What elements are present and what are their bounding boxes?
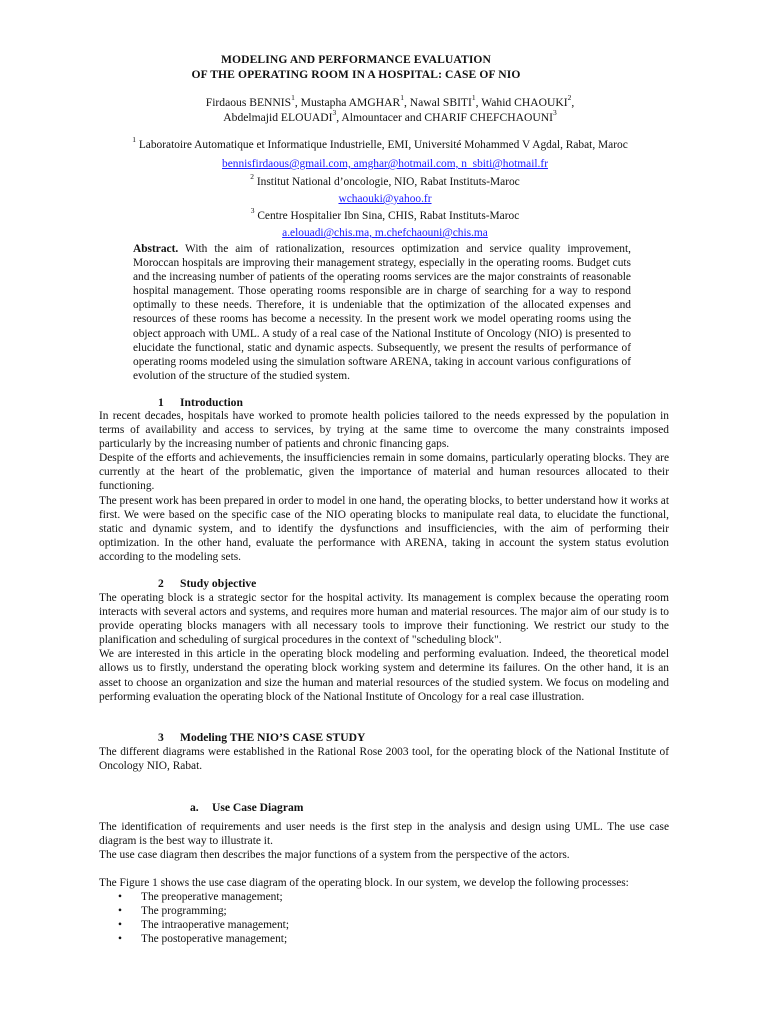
author-line-2 xyxy=(0,108,768,125)
subsection-number: a. xyxy=(190,801,199,814)
list-item: • The postoperative management; xyxy=(118,932,658,946)
abstract xyxy=(133,242,631,383)
affiliation-3-email-line xyxy=(0,226,768,240)
author-sup: 3 xyxy=(332,108,337,118)
section-title: Modeling THE NIO’S CASE STUDY xyxy=(180,731,366,744)
affiliation-1-email-line xyxy=(0,157,768,171)
author-line-1 xyxy=(0,93,768,110)
section-title: Introduction xyxy=(180,396,243,409)
author-separator: , xyxy=(403,96,410,109)
affiliation-sup: 1 xyxy=(132,135,136,145)
paragraph: The use case diagram then describes the major functions of a system from the perspective of the actors. xyxy=(99,849,570,862)
section-number: 2 xyxy=(158,577,164,590)
section-3-body xyxy=(99,745,669,773)
author-sup: 1 xyxy=(471,93,476,103)
list-item: • The preoperative management; xyxy=(118,890,658,904)
author-separator: , Almountacer and xyxy=(336,111,425,124)
author-name: CHARIF CHEFCHAOUNI xyxy=(424,111,553,124)
section-heading-1 xyxy=(158,396,243,410)
affiliation-1-email[interactable]: bennisfirdaous@gmail.com, amghar@hotmail.com, n_sbiti@hotmail.fr xyxy=(222,158,548,170)
section-title: Study objective xyxy=(180,577,257,590)
subsection-heading-a xyxy=(190,801,303,815)
paragraph: Despite of the efforts and achievements, the insufficiencies remain in some domains, particularly operating blocks. They are currently at the heart of the problematic, given the importance of material and human resources allocated to their functioning. xyxy=(99,452,669,493)
author-name: Firdaous BENNIS xyxy=(205,96,292,109)
subsection-title: Use Case Diagram xyxy=(212,801,304,814)
author-name: Mustapha AMGHAR xyxy=(300,96,401,109)
process-list xyxy=(118,890,658,946)
paragraph: The Figure 1 shows the use case diagram of the operating block. In our system, we develop the following processes: xyxy=(99,877,629,889)
paper-title-line-1: MODELING AND PERFORMANCE EVALUATION xyxy=(220,53,492,66)
subsection-a-intro xyxy=(99,876,669,890)
affiliation-1 xyxy=(0,135,760,152)
section-2-body xyxy=(99,591,669,704)
affiliation-text: Institut National d’oncologie, NIO, Rabat Instituts-Maroc xyxy=(256,176,520,188)
paragraph: In recent decades, hospitals have worked to promote health policies tailored to the needs expressed by the population in terms of availability and access to services, by trying at the same time to overcome the many constraints imposed particularly by the increasing number of patients and chronic financing gaps. xyxy=(99,410,669,451)
author-name: Wahid CHAOUKI xyxy=(481,96,568,109)
list-item: • The programming; xyxy=(118,904,658,918)
author-separator: , xyxy=(571,96,575,109)
author-sup: 2 xyxy=(567,93,572,103)
affiliation-2-email-line xyxy=(0,192,768,206)
abstract-text: With the aim of rationalization, resources optimization and service quality improvement, Moroccan hospitals are improving their management strategy, especially in the operating rooms. Budget cuts and the increasing number of patients of the operating rooms services are the major constraints of reasonable hospital management. Those operating rooms responsible are in charge of searching for a way to respond optimally to these needs. Therefore, it is undeniable that the optimization of the allocated expenses and resources of these rooms has become a necessity. In the present work we model operating rooms using the object approach with UML. A study of a real case of the National Institute of Oncology (NIO) is presented to elucidate the functional, static and dynamic aspects. Subsequently, we present the results of performance of operating rooms modeled using the simulation software ARENA, taking in account various configurations of evolution of the structure of the studied system. xyxy=(133,243,631,382)
affiliation-sup: 3 xyxy=(250,206,255,216)
affiliation-3-email[interactable]: a.elouadi@chis.ma, m.chefchaouni@chis.ma xyxy=(282,227,488,239)
affiliation-text: Centre Hospitalier Ibn Sina, CHIS, Rabat Instituts-Maroc xyxy=(257,210,520,222)
abstract-label: Abstract. xyxy=(133,243,179,255)
affiliation-2 xyxy=(0,172,768,189)
author-sup: 1 xyxy=(400,93,404,103)
author-sup: 3 xyxy=(552,108,557,118)
paragraph: The present work has been prepared in order to model in one hand, the operating blocks, to better understand how it works at first. We were based on the specific case of the NIO operating blocks to manipulate real data, to elucidate the functional, static and dynamic system, and to identify the dysfunctions and insufficiencies, with the aim of performing their optimization. In the other hand, evaluate the performance with ARENA, taking in account the system status evolution according to the modeling sets. xyxy=(99,494,669,563)
section-number: 3 xyxy=(158,731,164,744)
subsection-a-body xyxy=(99,820,669,862)
paragraph: The identification of requirements and user needs is the first step in the analysis and design using UML. The use case diagram is the best way to illustrate it. xyxy=(99,821,669,848)
section-heading-2 xyxy=(158,577,256,591)
section-1-body xyxy=(99,409,669,564)
paragraph: The operating block is a strategic sector for the hospital activity. Its management is complex because the operating room interacts with several actors and systems, and requires more human and material resources. The major aim of our study is to provide operating blocks managers with all necessary tools to improve their functioning. We restrict our study to the planification and scheduling of surgical procedures in the context of "scheduling block". xyxy=(99,592,669,647)
author-sup: 1 xyxy=(291,93,295,103)
affiliation-2-email[interactable]: wchaouki@yahoo.fr xyxy=(338,193,432,205)
author-name: Nawal SBITI xyxy=(409,96,472,109)
paragraph: The different diagrams were established in the Rational Rose 2003 tool, for the operating block of the National Institute of Oncology NIO, Rabat. xyxy=(99,746,669,773)
affiliation-text: Laboratoire Automatique et Informatique Industrielle, EMI, Université Mohammed V Agdal, Rabat, Maroc xyxy=(138,139,628,151)
section-number: 1 xyxy=(158,396,164,409)
list-item: • The intraoperative management; xyxy=(118,918,658,932)
affiliation-3 xyxy=(0,206,768,223)
author-separator: , xyxy=(475,96,482,109)
section-heading-3 xyxy=(158,731,365,745)
author-separator: , xyxy=(294,96,301,109)
paper-title-line-2: OF THE OPERATING ROOM IN A HOSPITAL: CASE OF NIO xyxy=(191,68,521,81)
author-name: Abdelmajid ELOUADI xyxy=(223,111,333,124)
paragraph: We are interested in this article in the operating block modeling and performing evaluation. Indeed, the theoretical model allows us to firstly, understand the operating block working system and determine its failures. On the other hand, it is an asset to choose an organization and size the human and material resources of the studied system. We focus on modeling and performing evaluation the operating block of the National Institute of Oncology for a real case illustration. xyxy=(99,648,669,703)
affiliation-sup: 2 xyxy=(250,172,254,182)
